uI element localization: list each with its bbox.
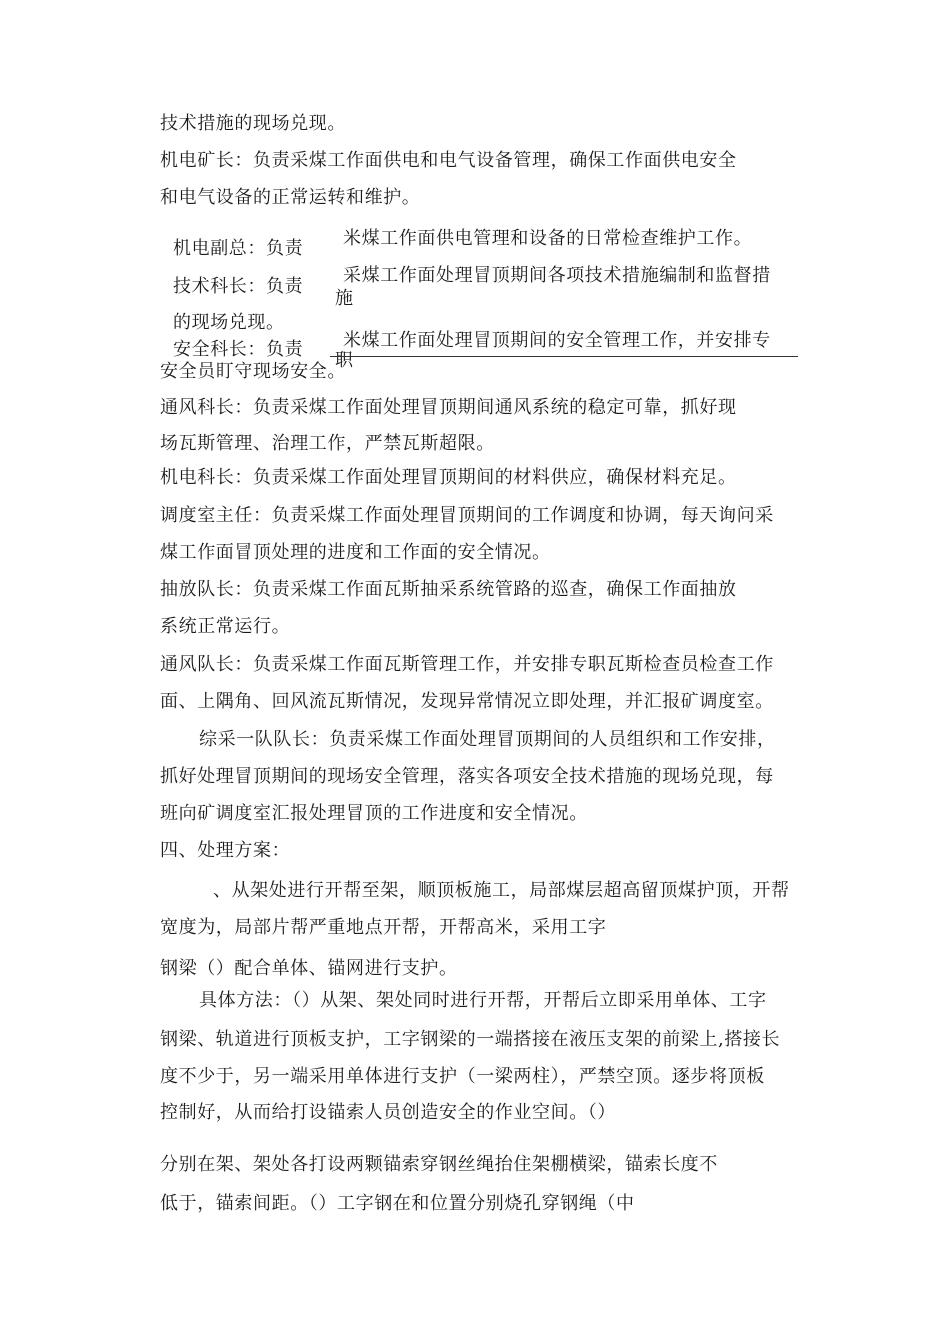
text-line: 和电气设备的正常运转和维护。 (160, 187, 421, 208)
text-line: 、从架处进行开帮至架，顺顶板施工，局部煤层超高留顶煤护顶，开帮 (213, 880, 790, 901)
text-line: 班向矿调度室汇报处理冒顶的工作进度和安全情况。 (160, 803, 588, 824)
text-line: 宽度为，局部片帮严重地点开帮，开帮高米，采用工字 (160, 917, 607, 938)
text-line: 抽放队长：负责采煤工作面瓦斯抽采系统管路的巡查，确保工作面抽放 (160, 579, 737, 600)
text-line: 安全科长：负责 (173, 339, 304, 360)
text-line: 钢梁（）配合单体、锚网进行支护。 (160, 958, 458, 979)
text-line: 钢梁、轨道进行顶板支护，工字钢梁的一端搭接在液压支架的前梁上,搭接长 (160, 1029, 781, 1050)
text-line: 通风科长：负责采煤工作面处理冒顶期间通风系统的稳定可靠，抓好现 (160, 397, 737, 418)
text-line: 煤工作面冒顶处理的进度和工作面的安全情况。 (160, 542, 551, 563)
text-line: 安全员盯守现场安全。 (160, 361, 346, 382)
text-line: 具体方法：（）从架、架处同时进行开帮，开帮后立即采用单体、工字 (199, 990, 767, 1011)
text-line: 面、上隅角、回风流瓦斯情况，发现异常情况立即处理，并汇报矿调度室。 (160, 691, 774, 712)
text-line: 调度室主任：负责采煤工作面处理冒顶期间的工作调度和协调，每天询问采 (160, 505, 774, 526)
text-line: 通风队长：负责采煤工作面瓦斯管理工作，并安排专职瓦斯检查员检查工作 (160, 654, 774, 675)
text-line: 系统正常运行。 (160, 616, 291, 637)
text-line: 的现场兑现。 (173, 312, 285, 333)
text-line: 机电科长：负责采煤工作面处理冒顶期间的材料供应，确保材料充足。 (160, 467, 737, 488)
text-line: 施 (335, 288, 354, 309)
text-line: 职 (335, 350, 354, 371)
text-line: 低于，锚索间距。（）工字钢在和位置分别烧孔穿钢绳（中 (160, 1193, 635, 1214)
text-line: 技术措施的现场兑现。 (160, 113, 346, 134)
text-line: 采煤工作面处理冒顶期间各项技术措施编制和监督措 (343, 265, 771, 286)
text-line: 机电副总：负责 (173, 238, 304, 259)
text-line: 机电矿长：负责采煤工作面供电和电气设备管理，确保工作面供电安全 (160, 150, 737, 171)
text-line: 度不少于，另一端采用单体进行支护（一梁两柱），严禁空顶。逐步将顶板 (160, 1066, 765, 1087)
underline-rule (330, 356, 798, 357)
text-line: 抓好处理冒顶期间的现场安全管理，落实各项安全技术措施的现场兑现，每 (160, 766, 774, 787)
text-line: 技术科长：负责 (173, 276, 304, 297)
text-line: 综采一队队长：负责采煤工作面处理冒顶期间的人员组织和工作安排， (199, 729, 776, 750)
text-line: 米煤工作面供电管理和设备的日常检查维护工作。 (343, 228, 753, 249)
text-line: 场瓦斯管理、治理工作，严禁瓦斯超限。 (160, 433, 495, 454)
text-line: 米煤工作面处理冒顶期间的安全管理工作，并安排专 (343, 330, 771, 351)
text-line: 分别在架、架处各打设两颗锚索穿钢丝绳抬住架棚横梁，锚索长度不 (160, 1154, 718, 1175)
section-heading: 四、处理方案： (160, 840, 291, 861)
text-line: 控制好，从而给打设锚索人员创造安全的作业空间。（） (160, 1102, 616, 1123)
